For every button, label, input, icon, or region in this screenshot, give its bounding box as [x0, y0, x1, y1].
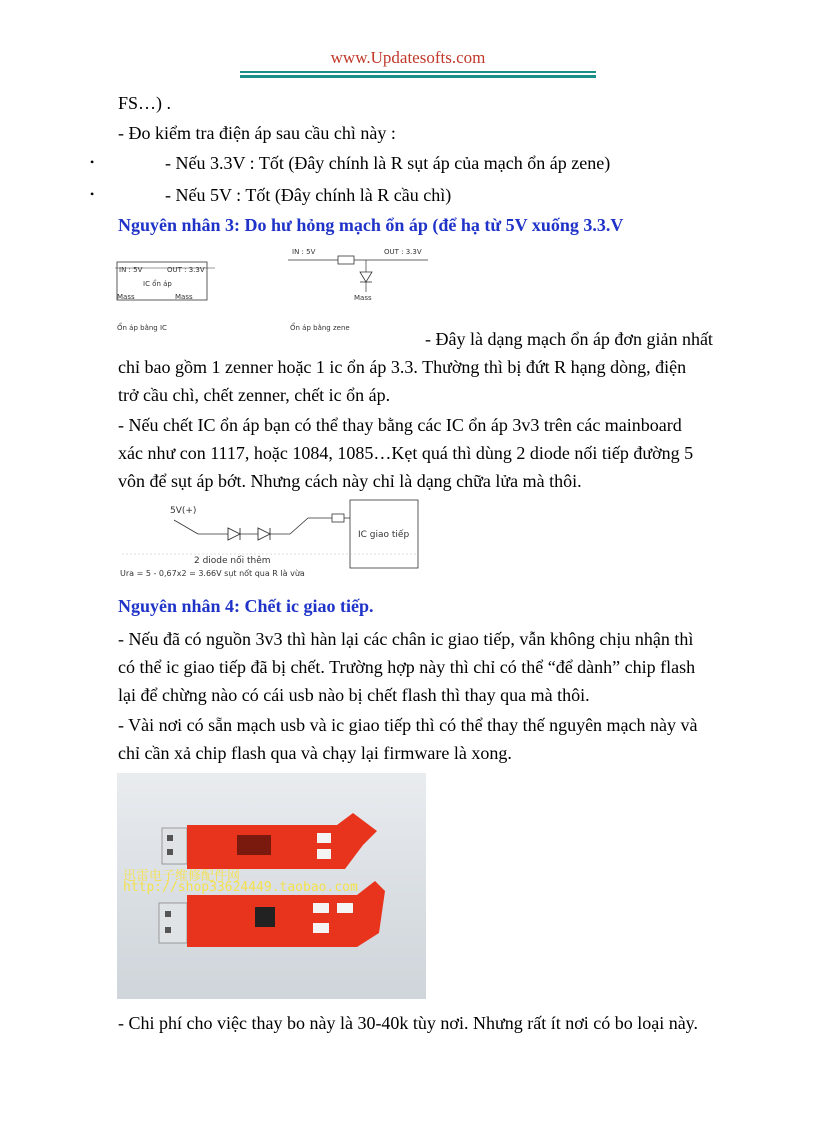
section-heading: Nguyên nhân 4: Chết ic giao tiếp.	[118, 596, 374, 616]
usb-pcb-photo	[117, 773, 426, 999]
header-rule-thick	[240, 75, 596, 78]
diode-circuit-diagram	[118, 498, 428, 582]
paragraph-line: - Đây là dạng mạch ổn áp đơn giản nhất	[425, 329, 713, 349]
ic-regulator-diagram	[115, 248, 235, 338]
fig-label-out: OUT : 3.3V	[384, 248, 422, 256]
paragraph-line: chỉ cần xả chip flash qua và chạy lại firmware là xong.	[118, 743, 512, 763]
header-site-link[interactable]: www.Updatesofts.com	[330, 48, 486, 67]
zener-regulator-diagram	[288, 248, 428, 338]
paragraph-line: chỉ bao gồm 1 zenner hoặc 1 ic ổn áp 3.3. Thường thì bị đứt R hạng dòng, điện	[118, 357, 687, 377]
fig-caption: Ổn áp bằng IC	[117, 324, 167, 332]
fig-label-formula: Ura = 5 - 0,67x2 = 3.66V sụt nốt qua R là vừa	[120, 569, 305, 578]
paragraph-line: - Nếu đã có nguồn 3v3 thì hàn lại các chân ic giao tiếp, vẫn không chịu nhận thì	[118, 629, 694, 649]
text-line: FS…) .	[118, 93, 172, 113]
section-heading: Nguyên nhân 3: Do hư hỏng mạch ổn áp (để hạ từ 5V xuống 3.3.V	[118, 215, 624, 235]
fig-label-ic: IC ổn áp	[143, 280, 172, 288]
bullet-item: - Nếu 3.3V : Tốt (Đây chính là R sụt áp của mạch ổn áp zene)	[165, 153, 611, 173]
fig-caption: Ổn áp bằng zene	[290, 324, 350, 332]
bullet-icon: •	[90, 187, 95, 201]
fig-label-in: IN : 5V	[292, 248, 316, 256]
paragraph-line: - Vài nơi có sẵn mạch usb và ic giao tiếp thì có thể thay thế nguyên mạch này và	[118, 715, 698, 735]
bullet-item: - Nếu 5V : Tốt (Đây chính là R cầu chì)	[165, 185, 452, 205]
header-rule	[240, 71, 596, 73]
fig-label-in: IN : 5V	[119, 266, 143, 274]
paragraph-line: - Chi phí cho việc thay bo này là 30-40k tùy nơi. Nhưng rất ít nơi có bo loại này.	[118, 1013, 699, 1033]
paragraph-line: lại để chừng nào có cái usb nào bị chết flash thì thay qua mà thôi.	[118, 685, 590, 705]
paragraph-line: vôn để sụt áp bớt. Nhưng cách này chỉ là dạng chữa lửa mà thôi.	[118, 471, 582, 491]
text-line: - Đo kiểm tra điện áp sau cầu chì này :	[118, 123, 396, 143]
fig-label-note: 2 diode nối thêm	[194, 556, 271, 566]
fig-label-mass: Mass	[175, 293, 193, 301]
fig-label-source: 5V(+)	[170, 506, 197, 516]
paragraph-line: có thể ic giao tiếp đã bị chết. Trường hợp này thì chỉ có thể “để dành” chip flash	[118, 657, 696, 677]
fig-label-out: OUT : 3.3V	[167, 266, 205, 274]
photo-watermark-url: http://shop33624449.taobao.com	[123, 880, 358, 895]
photo-watermark: 迅雷电子维修配件网	[123, 869, 241, 884]
paragraph-line: trở cầu chì, chết zenner, chết ic ổn áp.	[118, 385, 391, 405]
fig-label-mass: Mass	[117, 293, 135, 301]
paragraph-line: xác như con 1117, hoặc 1084, 1085…Kẹt quá thì dùng 2 diode nối tiếp đường 5	[118, 443, 694, 463]
fig-label-mass: Mass	[354, 294, 372, 302]
fig-label-ic: IC giao tiếp	[358, 530, 410, 540]
paragraph-line: - Nếu chết IC ổn áp bạn có thể thay bằng các IC ổn áp 3v3 trên các mainboard	[118, 415, 682, 435]
bullet-icon: •	[90, 155, 95, 169]
